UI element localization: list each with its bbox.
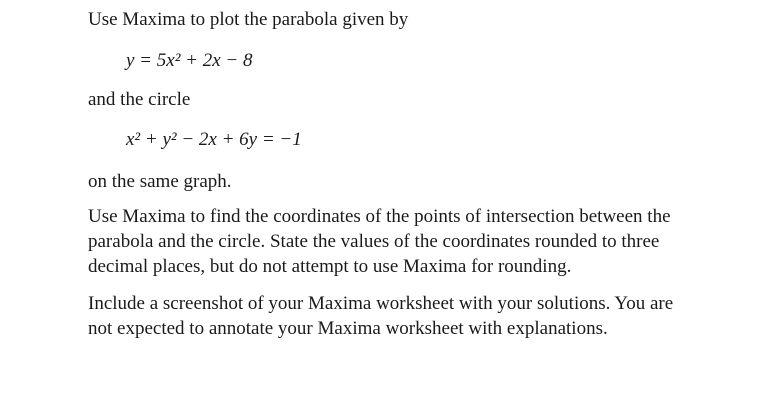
paragraph-circle-intro: and the circle (88, 89, 191, 110)
equation-parabola (126, 49, 252, 73)
paragraph-intersection-line-3: decimal places, but do not attempt to use Maxima for rounding. (88, 256, 572, 277)
equation-circle (126, 128, 302, 152)
paragraph-intersection-line-2: parabola and the circle. State the values of the coordinates rounded to three (88, 231, 660, 252)
equation-circle-text: x² + y² − 2x + 6y = −1 (126, 129, 302, 150)
equation-parabola-text: y = 5x² + 2x − 8 (126, 50, 253, 71)
paragraph-screenshot-line-2: not expected to annotate your Maxima worksheet with explanations. (88, 318, 608, 339)
paragraph-intersection-line-1: Use Maxima to find the coordinates of the points of intersection between the (88, 206, 671, 227)
paragraph-screenshot-line-1: Include a screenshot of your Maxima worksheet with your solutions. You are (88, 293, 674, 314)
paragraph-same-graph: on the same graph. (88, 171, 232, 192)
paragraph-intro: Use Maxima to plot the parabola given by (88, 9, 409, 30)
